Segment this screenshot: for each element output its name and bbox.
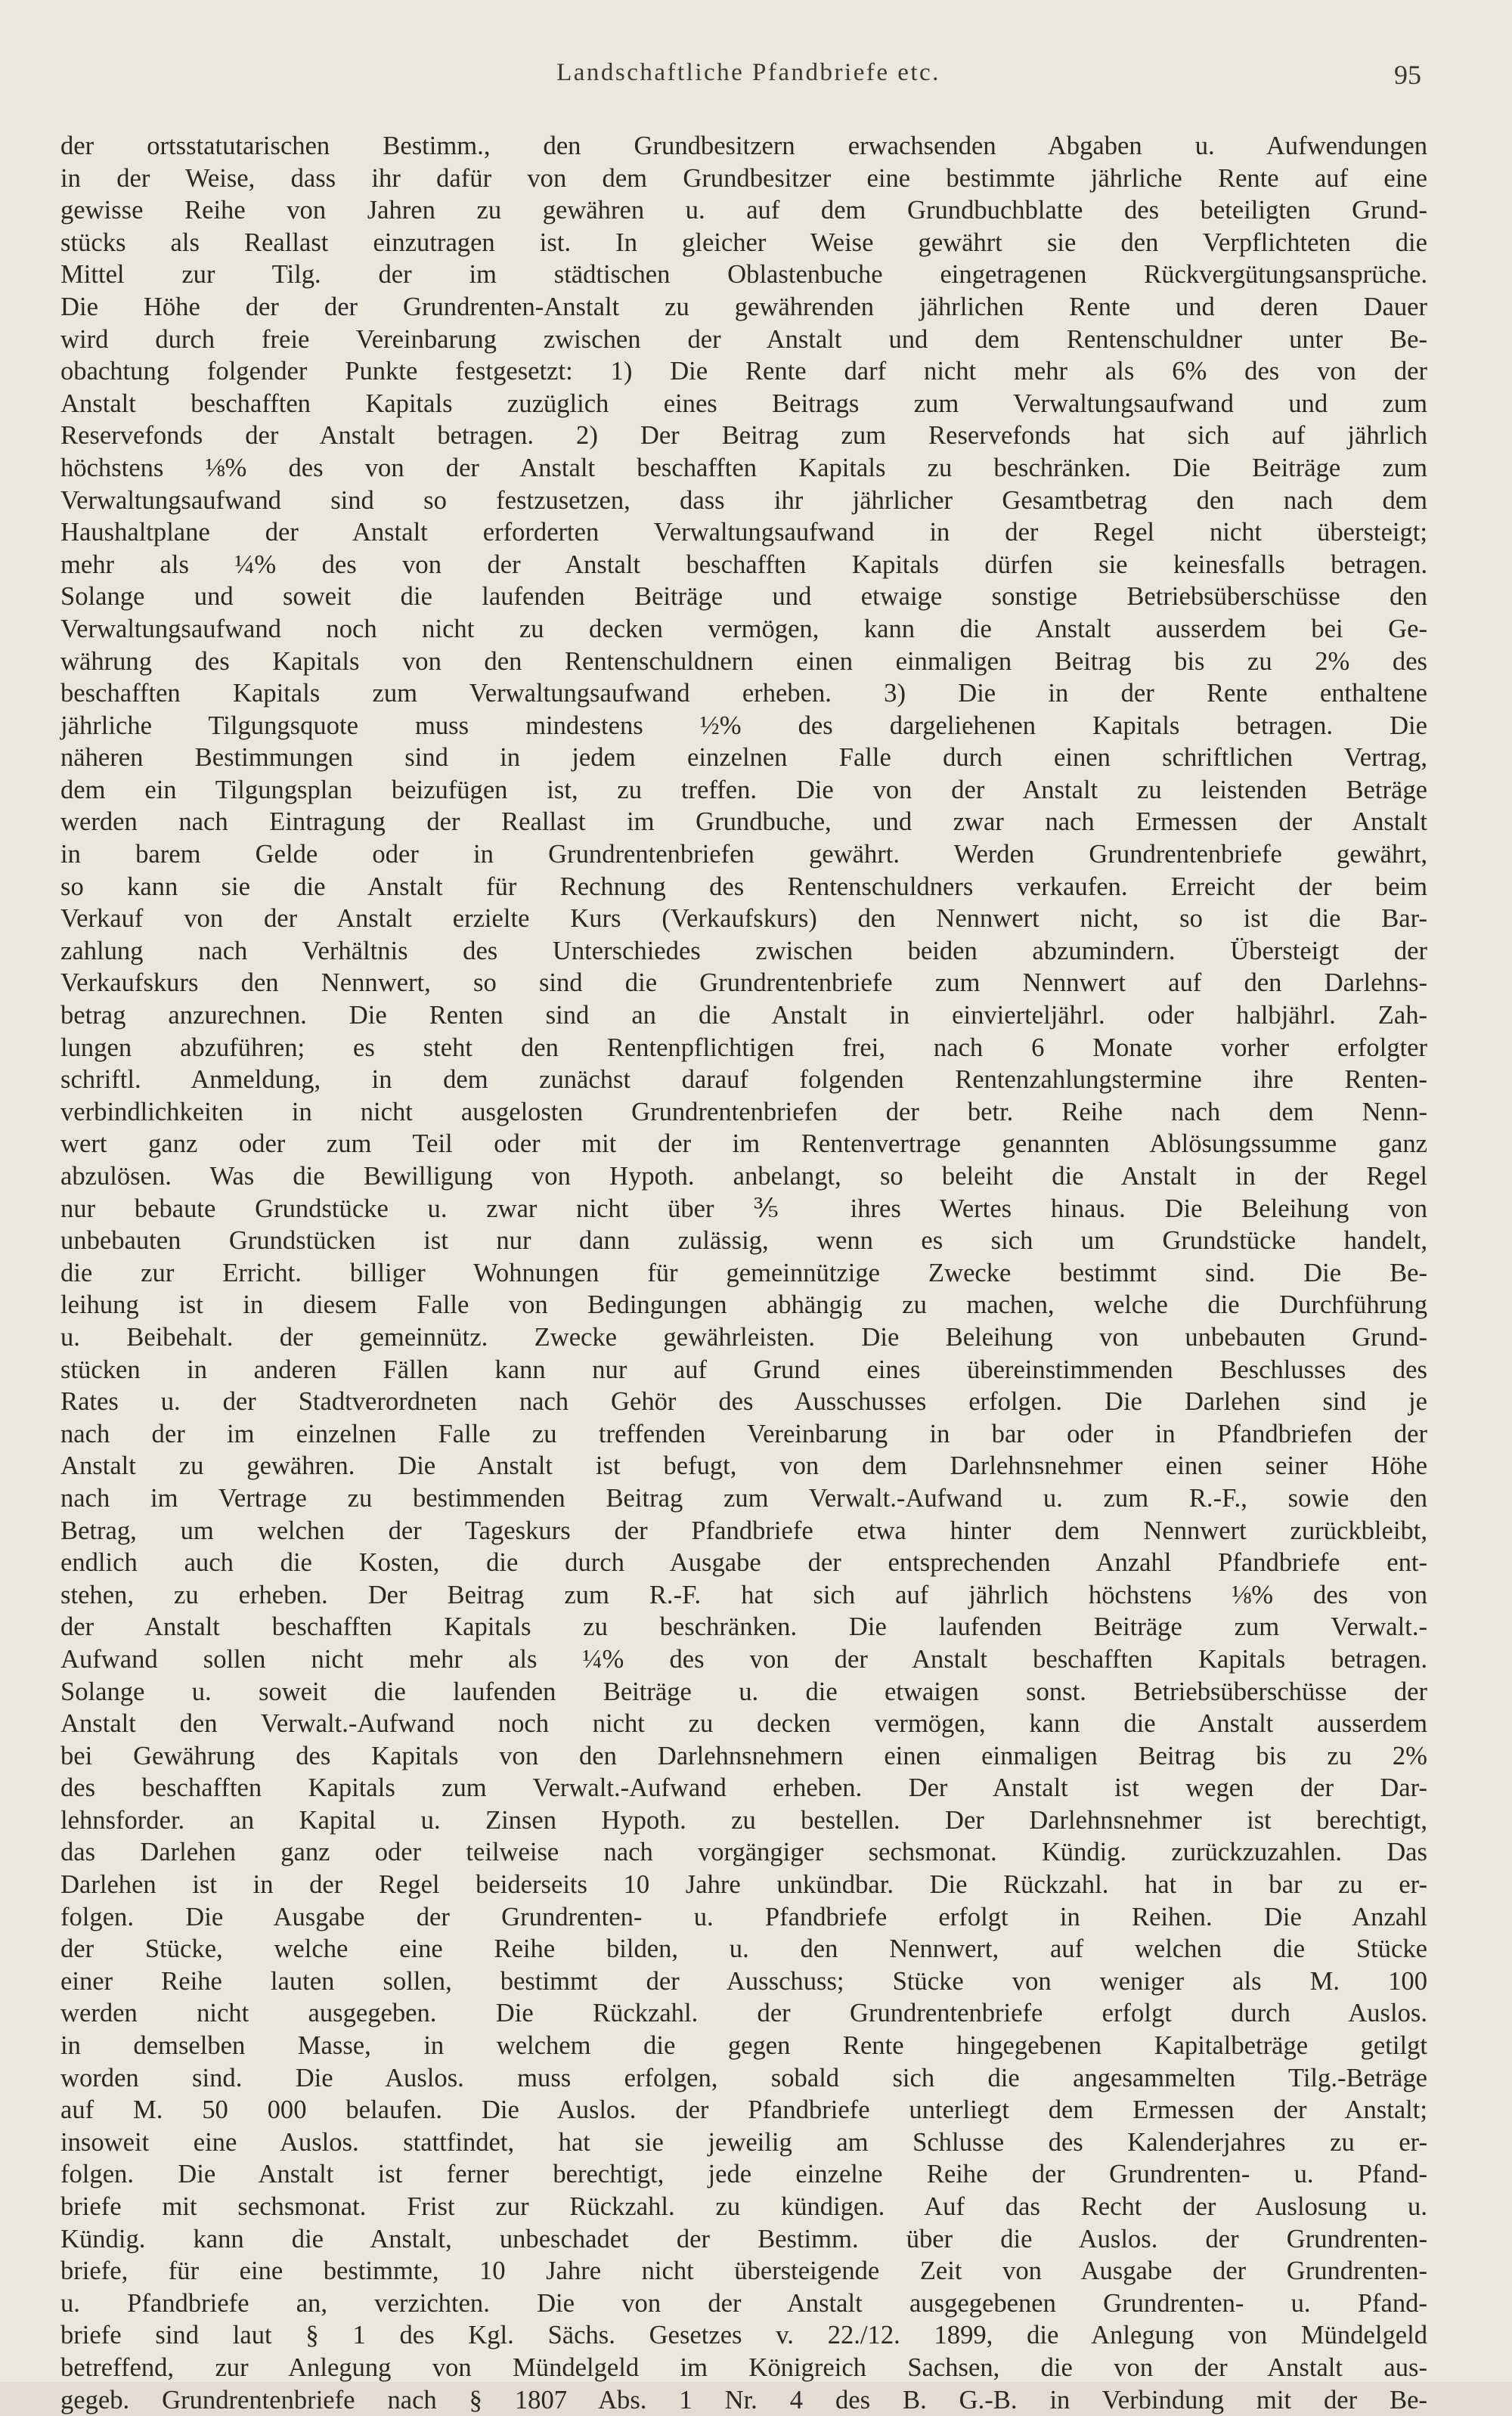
text-line: endlich auch die Kosten, die durch Ausgabe der entsprechenden Anzahl Pfandbriefe ent- <box>60 1548 1427 1578</box>
text-line: werden nach Eintragung der Reallast im Grundbuche, und zwar nach Ermessen der Anstalt <box>60 807 1427 837</box>
text-line: betrag anzurechnen. Die Renten sind an die Anstalt in einvierteljährl. oder halbjährl. Zah- <box>60 1001 1427 1030</box>
text-line: Anstalt beschafften Kapitals zuzüglich eines Beitrags zum Verwaltungsaufwand und zum <box>60 389 1427 418</box>
text-line: beschafften Kapitals zum Verwaltungsaufwand erheben. 3) Die in der Rente enthaltene <box>60 679 1427 708</box>
text-line: wird durch freie Vereinbarung zwischen der Anstalt und dem Rentenschuldner unter Be- <box>60 324 1427 354</box>
text-line: in barem Gelde oder in Grundrentenbriefen gewährt. Werden Grundrentenbriefe gewährt, <box>60 840 1427 869</box>
text-line: leihung ist in diesem Falle von Bedingungen abhängig zu machen, welche die Durchführung <box>60 1290 1427 1320</box>
text-line: jährliche Tilgungsquote muss mindestens ½% des dargeliehenen Kapitals betragen. Die <box>60 711 1427 740</box>
text-line: der Anstalt beschafften Kapitals zu beschränken. Die laufenden Beiträge zum Verwalt.- <box>60 1612 1427 1642</box>
text-line: werden nicht ausgegeben. Die Rückzahl. der Grundrentenbriefe erfolgt durch Auslos. <box>60 1999 1427 2028</box>
text-line: Betrag, um welchen der Tageskurs der Pfandbriefe etwa hinter dem Nennwert zurückbleibt, <box>60 1516 1427 1545</box>
text-line: unbebauten Grundstücken ist nur dann zulässig, wenn es sich um Grundstücke handelt, <box>60 1226 1427 1256</box>
text-line: Anstalt zu gewähren. Die Anstalt ist befugt, von dem Darlehnsnehmer einen seiner Höhe <box>60 1451 1427 1481</box>
text-line: folgen. Die Ausgabe der Grundrenten- u. Pfandbriefe erfolgt in Reihen. Die Anzahl <box>60 1902 1427 1931</box>
text-line: bei Gewährung des Kapitals von den Darlehnsnehmern einen einmaligen Beitrag bis zu 2% <box>60 1741 1427 1770</box>
text-line: lehnsforder. an Kapital u. Zinsen Hypoth. zu bestellen. Der Darlehnsnehmer ist berechtigt, <box>60 1805 1427 1835</box>
running-head-title: Landschaftliche Pfandbriefe etc. <box>556 59 940 86</box>
text-line: so kann sie die Anstalt für Rechnung des Rentenschuldners verkaufen. Erreicht der beim <box>60 872 1427 901</box>
text-line: auf M. 50 000 belaufen. Die Auslos. der Pfandbriefe unterliegt dem Ermessen der Anstalt; <box>60 2095 1427 2125</box>
text-line: briefe, für eine bestimmte, 10 Jahre nicht übersteigende Zeit von Ausgabe der Grundrenten- <box>60 2256 1427 2286</box>
text-line: stücks als Reallast einzutragen ist. In gleicher Weise gewährt sie den Verpflichteten die <box>60 228 1427 257</box>
page-number: 95 <box>1394 60 1421 90</box>
text-line: lungen abzuführen; es steht den Rentenpflichtigen frei, nach 6 Monate vorher erfolgter <box>60 1033 1427 1062</box>
text-line: Darlehen ist in der Regel beiderseits 10 Jahre unkündbar. Die Rückzahl. hat in bar zu er- <box>60 1870 1427 1900</box>
text-line: Verkauf von der Anstalt erzielte Kurs (Verkaufskurs) den Nennwert nicht, so ist die Bar- <box>60 904 1427 934</box>
text-line: u. Beibehalt. der gemeinnütz. Zwecke gewährleisten. Die Beleihung von unbebauten Grund- <box>60 1322 1427 1352</box>
text-line: Mittel zur Tilg. der im städtischen Oblastenbuche eingetragenen Rückvergütungsansprüche. <box>60 260 1427 290</box>
text-line: insoweit eine Auslos. stattfindet, hat sie jeweilig am Schlusse des Kalenderjahres zu er- <box>60 2127 1427 2157</box>
text-line: einer Reihe lauten sollen, bestimmt der Ausschuss; Stücke von weniger als M. 100 <box>60 1966 1427 1996</box>
text-line: Rates u. der Stadtverordneten nach Gehör des Ausschusses erfolgen. Die Darlehen sind je <box>60 1387 1427 1417</box>
text-line: Haushaltplane der Anstalt erforderten Verwaltungsaufwand in der Regel nicht übersteigt; <box>60 518 1427 547</box>
text-line: nach im Vertrage zu bestimmenden Beitrag zum Verwalt.-Aufwand u. zum R.-F., sowie den <box>60 1483 1427 1513</box>
text-line: der Stücke, welche eine Reihe bilden, u. den Nennwert, auf welchen die Stücke <box>60 1934 1427 1964</box>
text-line: Verwaltungsaufwand sind so festzusetzen, dass ihr jährlicher Gesamtbetrag den nach dem <box>60 485 1427 515</box>
text-line: gewisse Reihe von Jahren zu gewähren u. auf dem Grundbuchblatte des beteiligten Grund- <box>60 196 1427 225</box>
text-line: schriftl. Anmeldung, in dem zunächst darauf folgenden Rentenzahlungstermine ihre Renten- <box>60 1065 1427 1095</box>
body-text <box>60 130 1427 2416</box>
text-line: Kündig. kann die Anstalt, unbeschadet der Bestimm. über die Auslos. der Grundrenten- <box>60 2224 1427 2253</box>
text-line: stücken in anderen Fällen kann nur auf Grund eines übereinstimmenden Beschlusses des <box>60 1355 1427 1384</box>
text-line: nur bebaute Grundstücke u. zwar nicht über ⅗ ihres Wertes hinaus. Die Beleihung von <box>60 1194 1427 1223</box>
text-line: die zur Erricht. billiger Wohnungen für gemeinnützige Zwecke bestimmt sind. Die Be- <box>60 1258 1427 1287</box>
text-line: näheren Bestimmungen sind in jedem einzelnen Falle durch einen schriftlichen Vertrag, <box>60 743 1427 773</box>
text-line: Anstalt den Verwalt.-Aufwand noch nicht zu decken vermögen, kann die Anstalt ausserdem <box>60 1709 1427 1739</box>
text-line: mehr als ¼% des von der Anstalt beschafften Kapitals dürfen sie keinesfalls betragen. <box>60 550 1427 579</box>
text-line: stehen, zu erheben. Der Beitrag zum R.-F. hat sich auf jährlich höchstens ⅛% des von <box>60 1580 1427 1609</box>
text-line: höchstens ⅛% des von der Anstalt beschafften Kapitals zu beschränken. Die Beiträge zum <box>60 453 1427 482</box>
text-line: obachtung folgender Punkte festgesetzt: 1) Die Rente darf nicht mehr als 6% des von der <box>60 357 1427 386</box>
text-line: wert ganz oder zum Teil oder mit der im Rentenvertrage genannten Ablösungssumme ganz <box>60 1129 1427 1159</box>
running-head <box>76 59 1421 104</box>
text-line: Reservefonds der Anstalt betragen. 2) Der Beitrag zum Reservefonds hat sich auf jährlich <box>60 421 1427 451</box>
text-line: Solange u. soweit die laufenden Beiträge u. die etwaigen sonst. Betriebsüberschüsse der <box>60 1677 1427 1706</box>
text-line: der ortsstatutarischen Bestimm., den Grundbesitzern erwachsenden Abgaben u. Aufwendungen <box>60 132 1427 160</box>
text-line: folgen. Die Anstalt ist ferner berechtigt, jede einzelne Reihe der Grundrenten- u. Pfand- <box>60 2160 1427 2189</box>
text-line: Die Höhe der der Grundrenten-Anstalt zu gewährenden jährlichen Rente und deren Dauer <box>60 292 1427 321</box>
text-line: des beschafften Kapitals zum Verwalt.-Aufwand erheben. Der Anstalt ist wegen der Dar- <box>60 1773 1427 1803</box>
text-line: dem ein Tilgungsplan beizufügen ist, zu treffen. Die von der Anstalt zu leistenden Beträge <box>60 775 1427 804</box>
text-line: zahlung nach Verhältnis des Unterschiedes zwischen beiden abzumindern. Übersteigt der <box>60 936 1427 965</box>
text-line: Aufwand sollen nicht mehr als ¼% des von der Anstalt beschafften Kapitals betragen. <box>60 1644 1427 1674</box>
text-line: gegeb. Grundrentenbriefe nach § 1807 Abs. 1 Nr. 4 des B. G.-B. in Verbindung mit der Be- <box>60 2385 1427 2414</box>
text-line: briefe sind laut § 1 des Kgl. Sächs. Gesetzes v. 22./12. 1899, die Anlegung von Mündelgeld <box>60 2321 1427 2350</box>
text-line: betreffend, zur Anlegung von Mündelgeld im Königreich Sachsen, die von der Anstalt aus- <box>60 2353 1427 2382</box>
text-line: das Darlehen ganz oder teilweise nach vorgängiger sechsmonat. Kündig. zurückzuzahlen. Das <box>60 1838 1427 1867</box>
text-line: briefe mit sechsmonat. Frist zur Rückzahl. zu kündigen. Auf das Recht der Auslosung u. <box>60 2192 1427 2221</box>
text-line: abzulösen. Was die Bewilligung von Hypoth. anbelangt, so beleiht die Anstalt in der Regel <box>60 1162 1427 1191</box>
text-line: u. Pfandbriefe an, verzichten. Die von der Anstalt ausgegebenen Grundrenten- u. Pfand- <box>60 2288 1427 2318</box>
text-line: verbindlichkeiten in nicht ausgelosten Grundrentenbriefen der betr. Reihe nach dem Nenn- <box>60 1097 1427 1126</box>
text-line: nach der im einzelnen Falle zu treffenden Vereinbarung in bar oder in Pfandbriefen der <box>60 1419 1427 1448</box>
text-line: Verkaufskurs den Nennwert, so sind die Grundrentenbriefe zum Nennwert auf den Darlehns- <box>60 968 1427 998</box>
text-line: in der Weise, dass ihr dafür von dem Grundbesitzer eine bestimmte jährliche Rente auf eine <box>60 163 1427 193</box>
text-line: währung des Kapitals von den Rentenschuldnern einen einmaligen Beitrag bis zu 2% des <box>60 646 1427 676</box>
text-line: Verwaltungsaufwand noch nicht zu decken vermögen, kann die Anstalt ausserdem bei Ge- <box>60 614 1427 643</box>
text-line: worden sind. Die Auslos. muss erfolgen, sobald sich die angesammelten Tilg.-Beträge <box>60 2063 1427 2092</box>
text-line: in demselben Masse, in welchem die gegen Rente hingegebenen Kapitalbeträge getilgt <box>60 2031 1427 2061</box>
text-line: Solange und soweit die laufenden Beiträge und etwaige sonstige Betriebsüberschüsse den <box>60 582 1427 612</box>
